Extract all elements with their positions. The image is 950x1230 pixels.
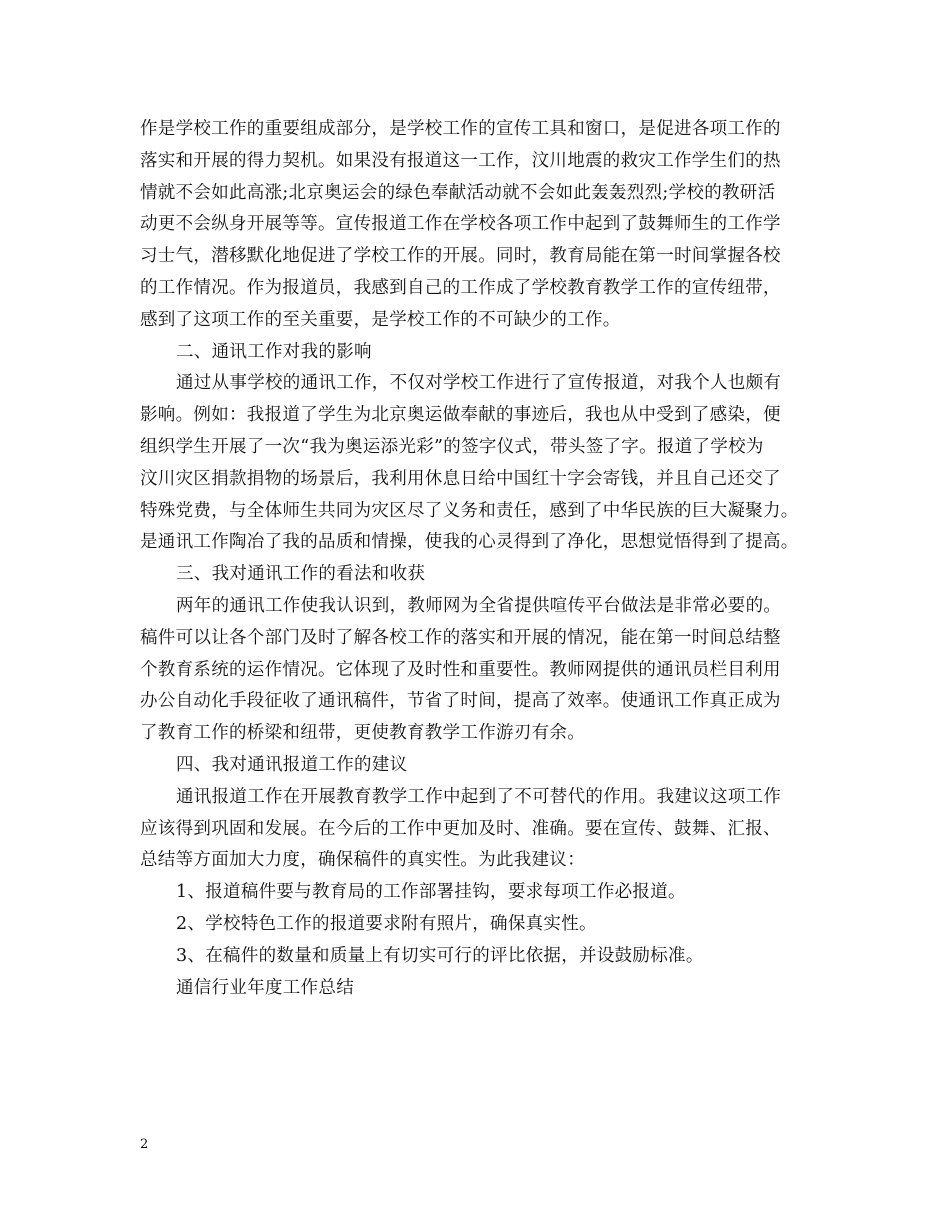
text-line: 总结等方面加大力度，确保稿件的真实性。为此我建议： bbox=[140, 850, 585, 871]
text-line: 应该得到巩固和发展。在今后的工作中更加及时、准确。要在宣传、鼓舞、汇报、 bbox=[140, 818, 781, 839]
text-line: 稿件可以让各个部门及时了解各校工作的落实和开展的情况，能在第一时间总结整 bbox=[140, 627, 781, 648]
text-line: 感到了这项工作的至关重要，是学校工作的不可缺少的工作。 bbox=[140, 309, 621, 330]
list-item: 2、学校特色工作的报道要求附有照片，确保真实性。 bbox=[176, 913, 597, 934]
text-line: 组织学生开展了一次“我为奥运添光彩”的签字仪式，带头签了字。报道了学校为 bbox=[140, 436, 764, 457]
list-item: 3、在稿件的数量和质量上有切实可行的评比依据，并设鼓励标准。 bbox=[176, 945, 704, 966]
text-line: 通讯报道工作在开展教育教学工作中起到了不可替代的作用。我建议这项工作 bbox=[176, 786, 782, 807]
text-line: 动更不会纵身开展等等。宣传报道工作在学校各项工作中起到了鼓舞师生的工作学 bbox=[140, 214, 781, 235]
text-line: 影响。例如：我报道了学生为北京奥运做奉献的事迹后，我也从中受到了感染，便 bbox=[140, 405, 781, 426]
text-line: 了教育工作的桥梁和纽带，更使教育教学工作游刃有余。 bbox=[140, 723, 585, 744]
section-heading: 四、我对通讯报道工作的建议 bbox=[176, 754, 408, 775]
list-item: 1、报道稿件要与教育局的工作部署挂钩，要求每项工作必报道。 bbox=[176, 882, 686, 903]
document-subtitle: 通信行业年度工作总结 bbox=[176, 977, 354, 998]
text-line: 特殊党费，与全体师生共同为灾区尽了义务和责任，感到了中华民族的巨大凝聚力。 bbox=[140, 500, 799, 521]
text-line: 落实和开展的得力契机。如果没有报道这一工作，汶川地震的救灾工作学生们的热 bbox=[140, 150, 781, 171]
text-line: 两年的通讯工作使我认识到，教师网为全省提供喧传平台做法是非常必要的。 bbox=[176, 595, 782, 616]
text-line: 情就不会如此高涨;北京奥运会的绿色奉献活动就不会如此轰轰烈烈;学校的教研活 bbox=[140, 182, 776, 203]
text-line: 个教育系统的运作情况。它体现了及时性和重要性。教师网提供的通讯员栏目利用 bbox=[140, 659, 781, 680]
text-line: 办公自动化手段征收了通讯稿件，节省了时间，提高了效率。使通讯工作真正成为 bbox=[140, 691, 781, 712]
section-heading: 二、通讯工作对我的影响 bbox=[176, 341, 372, 362]
text-line: 的工作情况。作为报道员，我感到自己的工作成了学校教育教学工作的宣传纽带， bbox=[140, 277, 781, 298]
page-number: 2 bbox=[140, 1137, 149, 1152]
text-line: 汶川灾区捐款捐物的场景后，我利用休息日给中国红十字会寄钱，并且自己还交了 bbox=[140, 468, 781, 489]
text-line: 通过从事学校的通讯工作，不仅对学校工作进行了宣传报道，对我个人也颇有 bbox=[176, 373, 782, 394]
document-body bbox=[140, 114, 820, 1004]
text-line: 习士气，潜移默化地促进了学校工作的开展。同时，教育局能在第一时间掌握各校 bbox=[140, 246, 781, 267]
section-heading: 三、我对通讯工作的看法和收获 bbox=[176, 564, 426, 585]
text-line: 作是学校工作的重要组成部分，是学校工作的宣传工具和窗口，是促进各项工作的 bbox=[140, 119, 781, 139]
text-line: 是通讯工作陶冶了我的品质和情操，使我的心灵得到了净化，思想觉悟得到了提高。 bbox=[140, 532, 799, 553]
